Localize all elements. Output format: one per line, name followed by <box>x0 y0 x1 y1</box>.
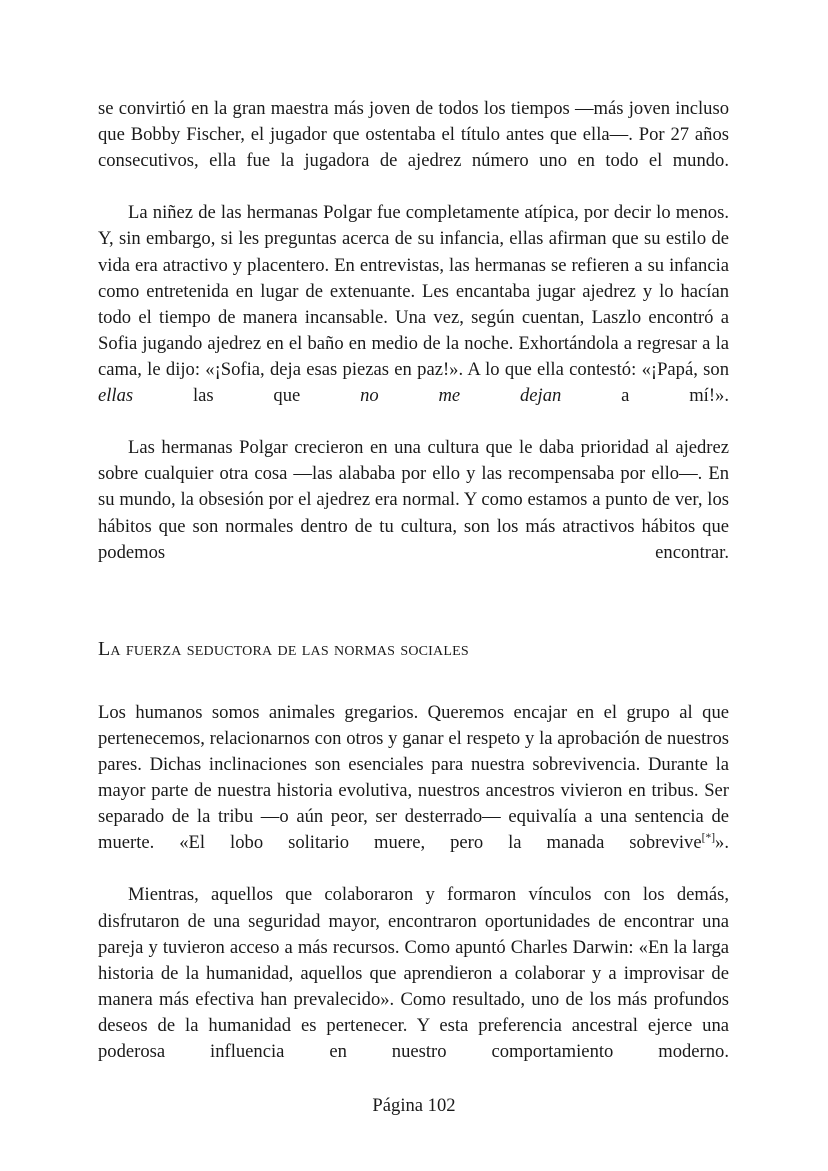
footnote-reference[interactable]: [*] <box>701 832 716 845</box>
text-column <box>98 96 729 1091</box>
text-run: a mí!». <box>561 385 729 407</box>
text-run: Mientras, aquellos que colaboraron y formaron vínculos con los demás, disfrutaron de una seguridad mayor, encontraron oportunidades de encontrar una pareja y tuvieron acceso a más recursos. Como apuntó Charles Darwin: «En la larga historia de la humanidad, aquellos que aprendieron a colaborar y a improvisar de manera más efectiva han prevalecido». Como resultado, uno de los más profundos deseos de la humanidad es pertenecer. Y esta preferencia ancestral ejerce una poderosa influencia en nuestro comportamiento moderno. <box>98 884 729 1062</box>
text-run: ». <box>715 832 729 854</box>
text-run: las que <box>133 385 361 407</box>
paragraph-continuation <box>98 96 729 200</box>
page-footer <box>0 1094 828 1118</box>
paragraph-mientras <box>98 882 729 1091</box>
paragraph-ninez <box>98 200 729 435</box>
text-run: se convirtió en la gran maestra más joven de todos los tiempos —más joven incluso que Bobby Fischer, el jugador que ostentaba el título antes que ella—. Por 27 años consecutivos, ella fue la jugadora de ajedrez número uno en todo el mundo. <box>98 98 729 172</box>
text-run: Los humanos somos animales gregarios. Queremos encajar en el grupo al que pertenecemos, relacionarnos con otros y ganar el respeto y la aprobación de nuestros pares. Dichas inclinaciones son esenciales para nuestra sobrevivencia. Durante la mayor parte de nuestra historia evolutiva, nuestros ancestros vivieron en tribus. Ser separado de la tribu —o aún peor, ser desterrado— equivalía a una sentencia de muerte. «El lobo solitario muere, pero la manada sobrevive <box>98 701 729 854</box>
emphasis-text: no me dejan <box>360 385 562 407</box>
section-heading: La fuerza seductora de las normas sociales <box>98 637 469 660</box>
text-run: La niñez de las hermanas Polgar fue completamente atípica, por decir lo menos. Y, sin embargo, si les preguntas acerca de su infancia, ellas afirman que su estilo de vida era atractivo y placentero. En entrevistas, las hermanas se refieren a su infancia como entretenida en lugar de extenuante. Les encantaba jugar ajedrez y lo hacían todo el tiempo de manera incansable. Una vez, según cuentan, Laszlo encontró a Sofia jugando ajedrez en el baño en medio de la noche. Exhortándola a regresar a la cama, le dijo: «¡Sofia, deja esas piezas en paz!». A lo que ella contestó: «¡Papá, son <box>98 202 729 380</box>
page-footer-label: Página 102 <box>372 1095 456 1116</box>
text-run: Las hermanas Polgar crecieron en una cultura que le daba prioridad al ajedrez sobre cualquier otra cosa —las alababa por ello y las recompensaba por ello—. En su mundo, la obsesión por el ajedrez era normal. Y como estamos a punto de ver, los hábitos que son normales dentro de tu cultura, son los más atractivos hábitos que podemos encontrar. <box>98 437 729 563</box>
emphasis-text: ellas <box>98 385 134 407</box>
section-heading-block <box>98 592 729 700</box>
paragraph-cultura <box>98 435 729 592</box>
paragraph-gregarios <box>98 700 729 883</box>
